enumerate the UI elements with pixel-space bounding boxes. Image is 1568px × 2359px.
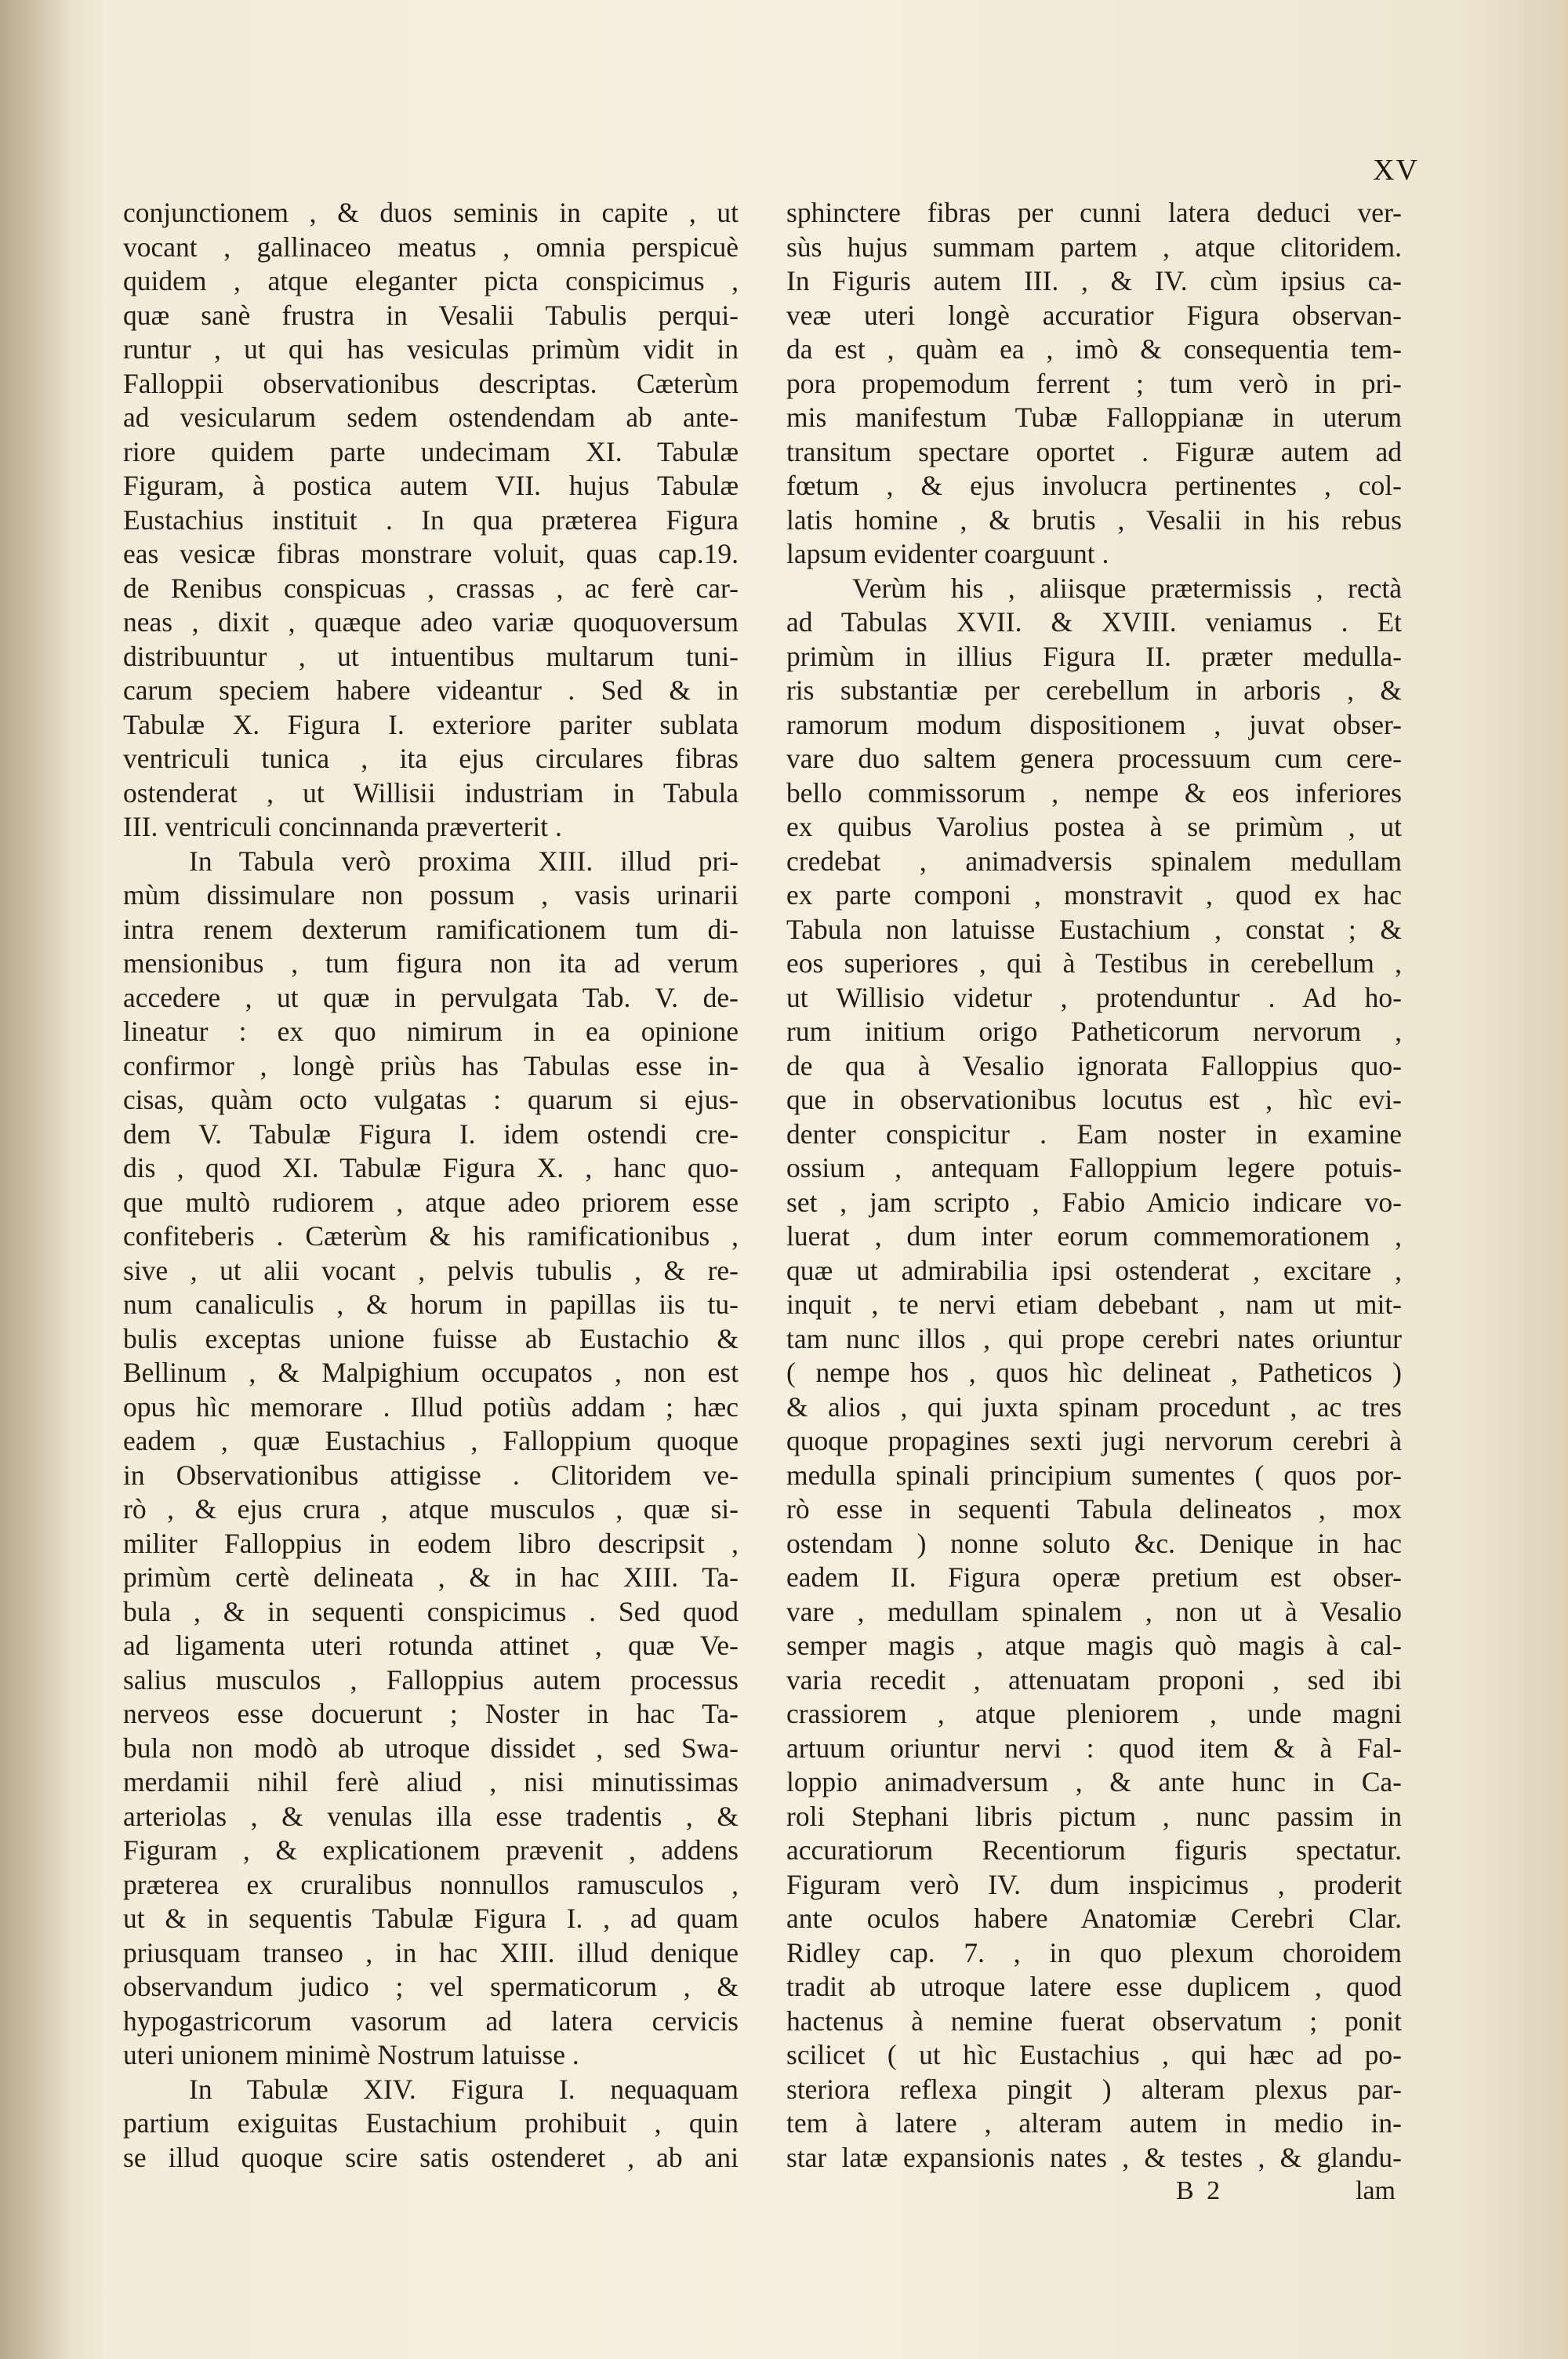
text-line: mensionibus , tum figura non ita ad verum: [123, 947, 739, 979]
text-line: ut Willisio videtur , protenduntur . Ad ho-: [786, 981, 1402, 1013]
text-line: de Renibus conspicuas , crassas , ac ferè car-: [123, 572, 739, 604]
text-line: de qua à Vesalio ignorata Falloppius quo-: [786, 1049, 1402, 1081]
text-line: runtur , ut qui has vesiculas primùm vidit in: [123, 333, 739, 365]
text-line: intra renem dexterum ramificationem tum di-: [123, 913, 739, 945]
text-line: priusquam transeo , in hac XIII. illud denique: [123, 1936, 739, 1968]
text-line: ex parte componi , monstravit , quod ex hac: [786, 879, 1402, 911]
text-line: ( nempe hos , quos hìc delineat , Patheticos ): [786, 1357, 1402, 1388]
text-line: ostendam ) nonne soluto &c. Denique in hac: [786, 1527, 1402, 1559]
text-line: ex quibus Varolius postea à se primùm , ut: [786, 811, 1402, 842]
text-line: in Observationibus attigisse . Clitoridem ve-: [123, 1459, 739, 1491]
text-line: opus hìc memorare . Illud potiùs addam ; hæc: [123, 1390, 739, 1423]
text-line: Tabula non latuisse Eustachium , constat ; &: [786, 913, 1402, 945]
text-line: Ridley cap. 7. , in quo plexum choroidem: [786, 1936, 1402, 1968]
text-line: ramorum modum dispositionem , juvat obser-: [786, 708, 1402, 740]
text-line: hypogastricorum vasorum ad latera cervicis: [123, 2005, 739, 2037]
text-line: quæ ut admirabilia ipsi ostenderat , excitare ,: [786, 1254, 1402, 1286]
text-line: III. ventriculi concinnanda præverterit .: [123, 811, 562, 842]
text-line: uteri unionem minimè Nostrum latuisse .: [123, 2039, 579, 2070]
text-line: pora propemodum ferrent ; tum verò in pri-: [786, 367, 1402, 399]
text-line: merdamii nihil ferè aliud , nisi minutissimas: [123, 1766, 739, 1797]
text-line: denter conspicitur . Eam noster in examine: [786, 1118, 1402, 1150]
text-line: & alios , qui juxta spinam procedunt , ac tres: [786, 1390, 1402, 1423]
text-line: ventriculi tunica , ita ejus circulares fibras: [123, 743, 739, 774]
text-line: latis homine , & brutis , Vesalii in his rebus: [786, 503, 1402, 536]
text-line: medulla spinali principium sumentes ( quos por-: [786, 1459, 1402, 1491]
text-line: crassiorem , atque pleniorem , unde magni: [786, 1698, 1402, 1729]
text-line: da est , quàm ea , imò & consequentia tem-: [786, 333, 1402, 365]
text-line: bulis exceptas unione fuisse ab Eustachio &: [123, 1322, 739, 1354]
text-line: tem à latere , alteram autem in medio in-: [786, 2107, 1402, 2139]
text-line: lineatur : ex quo nimirum in ea opinione: [123, 1016, 739, 1047]
text-line: carum speciem habere videantur . Sed & in: [123, 674, 739, 706]
text-line: sphinctere fibras per cunni latera deduci ver-: [786, 197, 1402, 228]
text-line: ris substantiæ per cerebellum in arboris , &: [786, 674, 1402, 706]
text-line: sùs hujus summam partem , atque clitoridem.: [786, 231, 1402, 263]
text-line: eadem II. Figura operæ pretium est obser-: [786, 1561, 1402, 1593]
text-line: Tabulæ X. Figura I. exteriore pariter sublata: [123, 708, 739, 740]
text-line: neas , dixit , quæque adeo variæ quoquoversum: [123, 606, 739, 638]
text-line: Figuram verò IV. dum inspicimus , proderit: [786, 1868, 1402, 1900]
text-line: bula non modò ab utroque dissidet , sed Swa-: [123, 1732, 739, 1764]
binding-shadow: [0, 0, 71, 2359]
text-line: militer Falloppius in eodem libro descripsit ,: [123, 1527, 739, 1559]
text-line: quoque propagines sexti jugi nervorum cerebri à: [786, 1425, 1402, 1456]
text-line: accedere , ut quæ in pervulgata Tab. V. de-: [123, 981, 739, 1013]
text-line: riore quidem parte undecimam XI. Tabulæ: [123, 435, 739, 467]
text-line: transitum spectare oportet . Figuræ autem ad: [786, 435, 1402, 467]
text-line: observandum judico ; vel spermaticorum , &: [123, 1971, 739, 2002]
text-line: accuratiorum Recentiorum figuris spectatur.: [786, 1834, 1402, 1866]
text-line: ut & in sequentis Tabulæ Figura I. , ad quam: [123, 1903, 739, 1934]
text-line: steriora reflexa pingit ) alteram plexus par-: [786, 2073, 1402, 2105]
text-line: se illud quoque scire satis ostenderet , ab ani: [123, 2141, 739, 2173]
text-line: Figuram, à postica autem VII. hujus Tabulæ: [123, 470, 739, 501]
right-text-column: [786, 196, 1402, 2175]
text-line: Eustachius instituit . In qua præterea Figura: [123, 503, 739, 536]
text-line: mis manifestum Tubæ Falloppianæ in uterum: [786, 402, 1402, 433]
text-line: ad Tabulas XVII. & XVIII. veniamus . Et: [786, 606, 1402, 638]
text-line: eas vesicæ fibras monstrare voluit, quas cap.19.: [123, 538, 739, 569]
text-line: salius musculos , Falloppius autem processus: [123, 1663, 739, 1696]
text-line: In Figuris autem III. , & IV. cùm ipsius ca-: [786, 265, 1402, 296]
text-line: Bellinum , & Malpighium occupatos , non est: [123, 1357, 739, 1388]
text-line: eadem , quæ Eustachius , Falloppium quoque: [123, 1425, 739, 1456]
text-line: bula , & in sequenti conspicimus . Sed quod: [123, 1595, 739, 1627]
text-line: star latæ expansionis nates , & testes , & glandu-: [786, 2141, 1402, 2173]
text-line: inquit , te nervi etiam debebant , nam ut mit-: [786, 1289, 1402, 1320]
left-text-column: [123, 196, 739, 2175]
signature-mark: B 2: [1176, 2176, 1224, 2205]
text-line: In Tabula verò proxima XIII. illud pri-: [189, 845, 739, 877]
text-line: mùm dissimulare non possum , vasis urinarii: [123, 879, 739, 911]
text-line: Figuram , & explicationem prævenit , addens: [123, 1834, 739, 1866]
text-line: bello commissorum , nempe & eos inferiores: [786, 776, 1402, 809]
text-line: veæ uteri longè accuratior Figura observan-: [786, 299, 1402, 331]
text-line: fœtum , & ejus involucra pertinentes , col-: [786, 470, 1402, 501]
text-line: credebat , animadversis spinalem medullam: [786, 845, 1402, 877]
text-line: vocant , gallinaceo meatus , omnia perspicuè: [123, 231, 739, 263]
text-line: nerveos esse docuerunt ; Noster in hac Ta-: [123, 1698, 739, 1729]
text-line: Falloppii observationibus descriptas. Cæterùm: [123, 367, 739, 399]
text-line: scilicet ( ut hìc Eustachius , qui hæc ad po-: [786, 2039, 1402, 2070]
text-line: distribuuntur , ut intuentibus multarum tuni-: [123, 640, 739, 672]
text-line: tradit ab utroque latere esse duplicem , quod: [786, 1971, 1402, 2002]
text-line: arteriolas , & venulas illa esse tradentis , &: [123, 1800, 739, 1832]
text-line: quidem , atque eleganter picta conspicimus ,: [123, 265, 739, 296]
text-line: loppio animadversum , & ante hunc in Ca-: [786, 1766, 1402, 1797]
text-line: præterea ex cruralibus nonnullos ramusculos ,: [123, 1868, 739, 1900]
text-line: primùm in illius Figura II. præter medulla-: [786, 640, 1402, 672]
text-line: ossium , antequam Falloppium legere potuis-: [786, 1152, 1402, 1183]
text-line: quæ sanè frustra in Vesalii Tabulis perqui-: [123, 299, 739, 331]
text-line: roli Stephani libris pictum , nunc passim in: [786, 1800, 1402, 1832]
text-line: primùm certè delineata , & in hac XIII. Ta-: [123, 1561, 739, 1593]
text-line: set , jam scripto , Fabio Amicio indicare vo-: [786, 1186, 1402, 1218]
text-line: varia recedit , attenuatam proponi , sed ibi: [786, 1663, 1402, 1696]
text-line: ad ligamenta uteri rotunda attinet , quæ Ve-: [123, 1630, 739, 1661]
text-line: partium exiguitas Eustachium prohibuit , quin: [123, 2107, 739, 2139]
text-line: cisas, quàm octo vulgatas : quarum si ejus-: [123, 1084, 739, 1115]
text-line: que multò rudiorem , atque adeo priorem esse: [123, 1186, 739, 1218]
text-line: vare , medullam spinalem , non ut à Vesalio: [786, 1595, 1402, 1627]
text-line: ad vesicularum sedem ostendendam ab ante-: [123, 402, 739, 433]
text-line: In Tabulæ XIV. Figura I. nequaquam: [189, 2073, 739, 2105]
text-line: rò esse in sequenti Tabula delineatos , mox: [786, 1493, 1402, 1525]
text-line: que in observationibus locutus est , hìc evi-: [786, 1084, 1402, 1115]
text-line: eos superiores , qui à Testibus in cerebellum ,: [786, 947, 1402, 979]
text-line: dem V. Tabulæ Figura I. idem ostendi cre-: [123, 1118, 739, 1150]
text-line: Verùm his , aliisque prætermissis , rectà: [852, 572, 1402, 604]
text-line: rum initium origo Patheticorum nervorum ,: [786, 1016, 1402, 1047]
text-line: confirmor , longè priùs has Tabulas esse in-: [123, 1049, 739, 1081]
text-line: luerat , dum inter eorum commemorationem ,: [786, 1220, 1402, 1252]
text-line: sive , ut alii vocant , pelvis tubulis , & re-: [123, 1254, 739, 1286]
text-line: dis , quod XI. Tabulæ Figura X. , hanc quo-: [123, 1152, 739, 1183]
text-line: ante oculos habere Anatomiæ Cerebri Clar.: [786, 1903, 1402, 1934]
text-line: rò , & ejus crura , atque musculos , quæ si-: [123, 1493, 739, 1525]
text-line: ostenderat , ut Willisii industriam in Tabula: [123, 776, 739, 809]
page-number: XV: [1373, 154, 1419, 187]
text-line: confiteberis . Cæterùm & his ramificationibus ,: [123, 1220, 739, 1252]
text-line: vare duo saltem genera processuum cum cere-: [786, 743, 1402, 774]
text-line: artuum oriuntur nervi : quod item & à Fal-: [786, 1732, 1402, 1764]
catchword: lam: [1356, 2176, 1396, 2205]
text-line: num canaliculis , & horum in papillas iis tu-: [123, 1289, 739, 1320]
text-line: lapsum evidenter coarguunt .: [786, 538, 1109, 569]
text-line: semper magis , atque magis quò magis à cal-: [786, 1630, 1402, 1661]
text-line: tam nunc illos , qui prope cerebri nates oriuntur: [786, 1322, 1402, 1354]
text-line: conjunctionem , & duos seminis in capite , ut: [123, 197, 739, 228]
text-line: hactenus à nemine fuerat observatum ; ponit: [786, 2005, 1402, 2037]
